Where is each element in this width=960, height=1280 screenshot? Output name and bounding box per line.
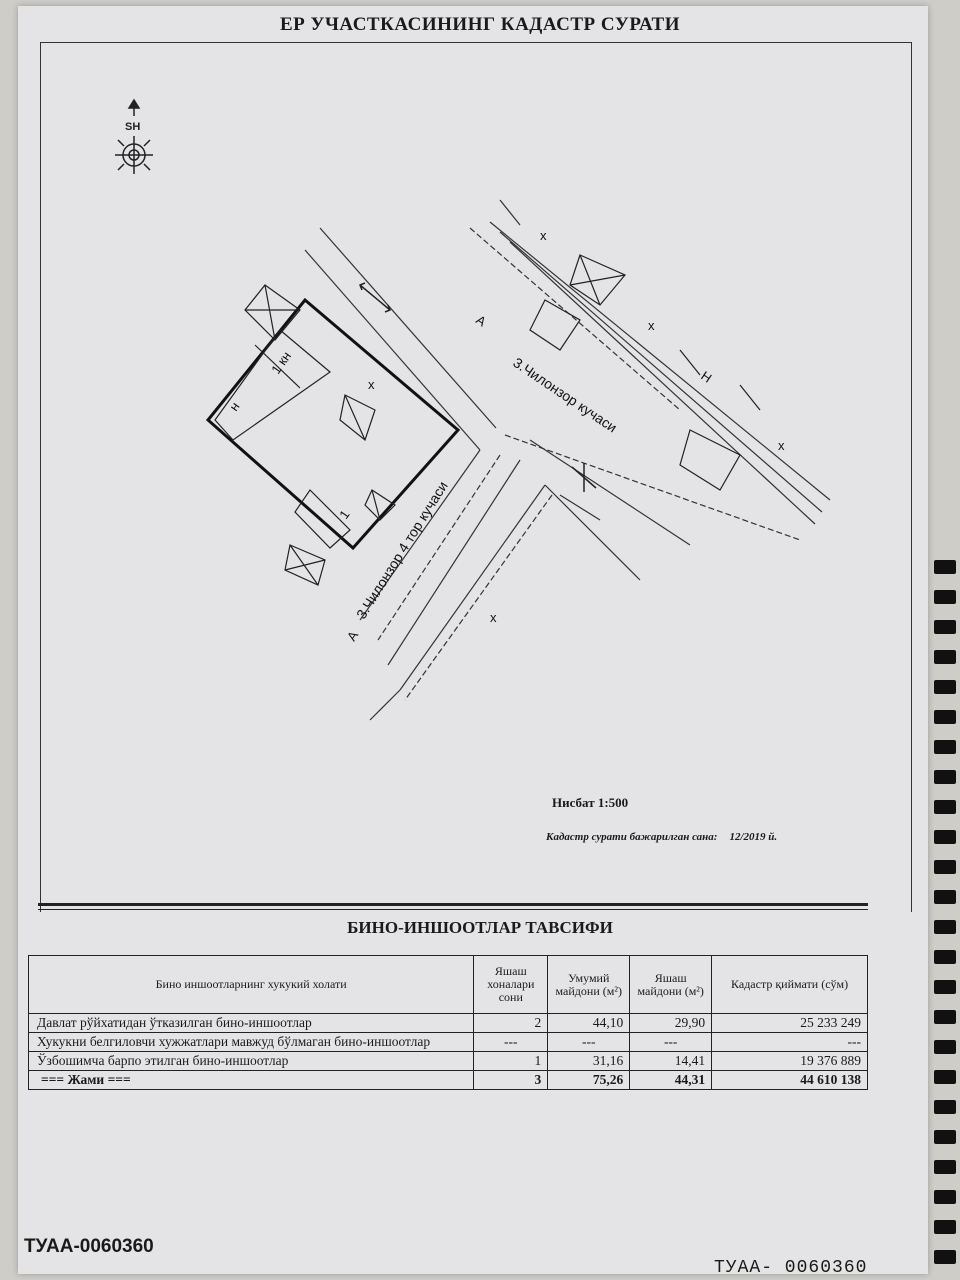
column-header: Кадастр қиймати (сўм)	[712, 956, 868, 1014]
survey-date-label: Кадастр сурати бажарилган сана:	[546, 831, 718, 843]
cell-rooms: 2	[474, 1014, 548, 1033]
section-divider-thin	[38, 909, 868, 910]
total-rooms: 3	[474, 1071, 548, 1090]
cell-living-area: 29,90	[630, 1014, 712, 1033]
document-code: ТУАА-0060360	[24, 1236, 154, 1257]
street-lines	[305, 200, 830, 720]
building-label-kn: 1 кн	[268, 348, 295, 377]
cell-cadastral-value: ---	[712, 1033, 868, 1052]
page-title: ЕР УЧАСТКАСИНИНГ КАДАСТР СУРАТИ	[280, 14, 680, 35]
building-label-1: 1	[336, 507, 353, 522]
compass-label: SH	[125, 121, 141, 133]
binding-hole	[934, 1190, 956, 1204]
scale-label: Нисбат 1:500	[552, 795, 629, 810]
binding-hole	[934, 1040, 956, 1054]
street-side-label: 3.Чилонзор 4 тор кучаси	[352, 478, 451, 622]
mark-n: Н	[698, 368, 715, 386]
cell-total-area: ---	[548, 1033, 630, 1052]
mark-x-4: х	[368, 377, 375, 392]
section-divider	[38, 903, 868, 906]
binding-hole	[934, 1100, 956, 1114]
total-cadastral-value: 44 610 138	[712, 1071, 868, 1090]
buildings-table	[28, 955, 868, 1090]
cell-total-area: 31,16	[548, 1052, 630, 1071]
mark-a-top: А	[473, 312, 489, 330]
table-row	[29, 1052, 868, 1071]
row-label: Ўзбошимча барпо этилган бино-иншоотлар	[29, 1052, 474, 1071]
cell-total-area: 44,10	[548, 1014, 630, 1033]
mark-x-1: х	[540, 228, 547, 243]
binding-hole	[934, 1070, 956, 1084]
total-total-area: 75,26	[548, 1071, 630, 1090]
column-header: Умумий майдони (м²)	[548, 956, 630, 1014]
binding-hole	[934, 1220, 956, 1234]
mark-x-5: х	[490, 610, 497, 625]
section-title: БИНО-ИНШООТЛАР ТАВСИФИ	[347, 918, 613, 937]
table-row	[29, 1014, 868, 1033]
mark-x-2: х	[648, 318, 655, 333]
binding-hole	[934, 1250, 956, 1264]
column-header: Яшаш майдони (м²)	[630, 956, 712, 1014]
binding-hole	[934, 1130, 956, 1144]
cell-cadastral-value: 25 233 249	[712, 1014, 868, 1033]
mark-x-3: х	[778, 438, 785, 453]
total-living-area: 44,31	[630, 1071, 712, 1090]
cell-living-area: 14,41	[630, 1052, 712, 1071]
cell-living-area: ---	[630, 1033, 712, 1052]
column-header: Яшаш хоналари сони	[474, 956, 548, 1014]
document-code-stamp: ТУАА- 0060360	[714, 1258, 868, 1278]
binding-hole	[934, 980, 956, 994]
binding-hole	[934, 1010, 956, 1024]
survey-date	[546, 831, 777, 843]
cell-rooms: ---	[474, 1033, 548, 1052]
mark-a-bottom: А	[343, 628, 362, 644]
column-header: Бино иншоотларнинг хукукий холати	[29, 956, 474, 1014]
north-compass-icon	[115, 100, 153, 174]
street-main-label: 3.Чилонзор кучаси	[510, 354, 621, 436]
total-label: === Жами ===	[29, 1071, 474, 1090]
table-header-row	[29, 956, 868, 1014]
row-label: Хукукни белгиловчи хужжатлари мавжуд бўлмаган бино-иншоотлар	[29, 1033, 474, 1052]
binding-hole	[934, 1160, 956, 1174]
cell-cadastral-value: 19 376 889	[712, 1052, 868, 1071]
survey-date-value: 12/2019 й.	[729, 831, 778, 843]
cell-rooms: 1	[474, 1052, 548, 1071]
table-total-row	[29, 1071, 868, 1090]
binding-hole	[934, 950, 956, 964]
building-label-n: н	[226, 399, 243, 414]
table-row	[29, 1033, 868, 1052]
row-label: Давлат рўйхатидан ўтказилган бино-иншоотлар	[29, 1014, 474, 1033]
